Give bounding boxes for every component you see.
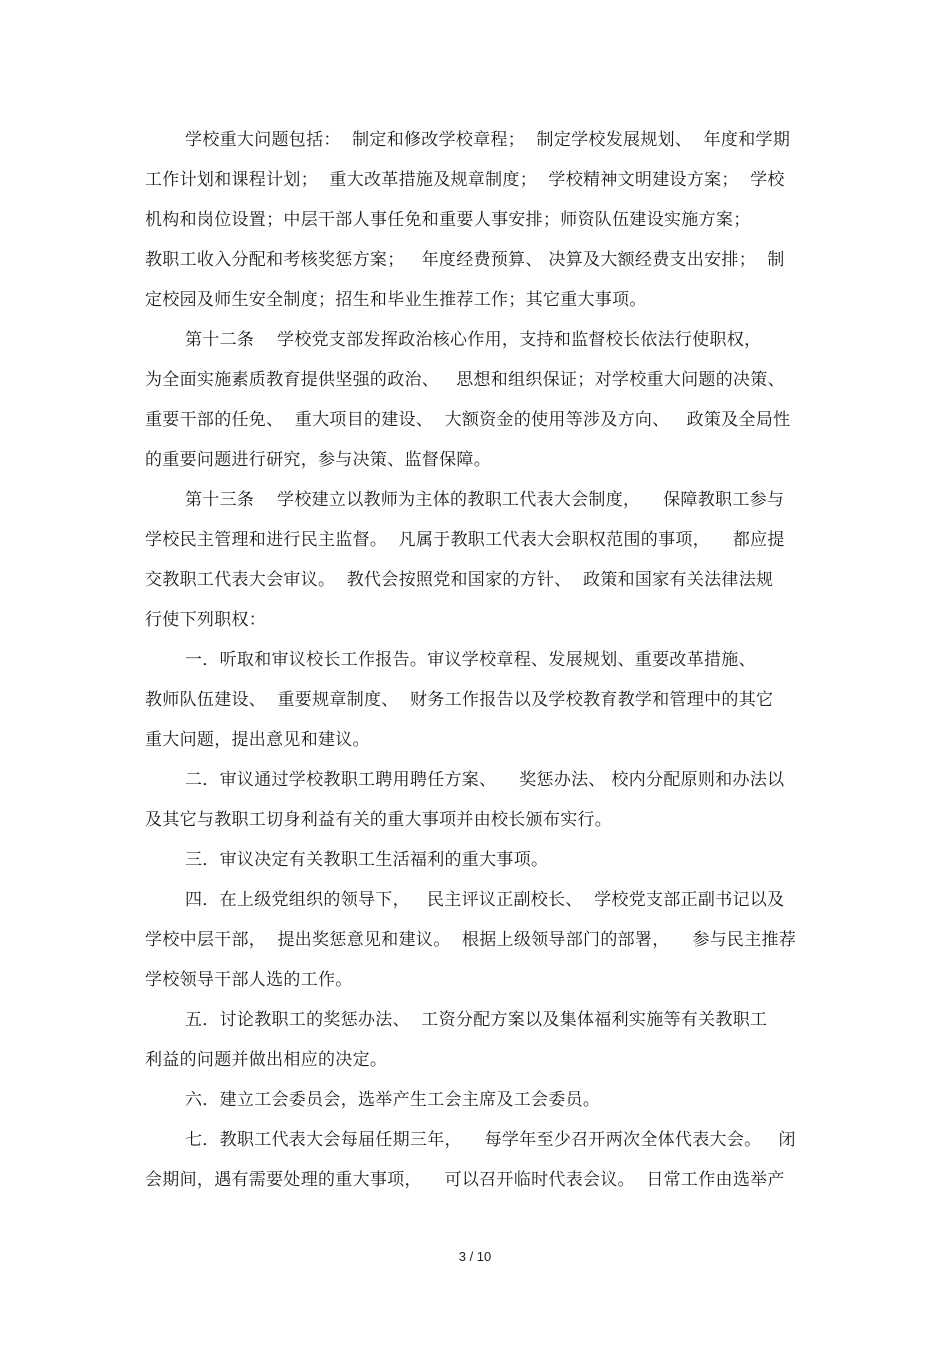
text-line: 七．教职工代表大会每届任期三年， 每学年至少召开两次全体代表大会。 闭 — [185, 1130, 796, 1150]
text-line: 及其它与教职工切身利益有关的重大事项并由校长颁布实行。 — [145, 810, 613, 830]
text-line: 六．建立工会委员会，选举产生工会主席及工会委员。 — [185, 1090, 601, 1110]
text-line: 机构和岗位设置；中层干部人事任免和重要人事安排；师资队伍建设实施方案； — [145, 210, 751, 230]
text-line: 的重要问题进行研究，参与决策、监督保障。 — [145, 450, 491, 470]
text-line: 利益的问题并做出相应的决定。 — [145, 1050, 388, 1070]
text-line: 五．讨论教职工的奖惩办法、 工资分配方案以及集体福利实施等有关教职工 — [185, 1010, 768, 1030]
text-line: 教职工收入分配和考核奖惩方案； 年度经费预算、 决算及大额经费支出安排； 制 — [145, 250, 785, 270]
text-line: 为全面实施素质教育提供坚强的政治、 思想和组织保证；对学校重大问题的决策、 — [145, 370, 785, 390]
page-number: 3 / 10 — [458, 1249, 492, 1264]
text-line: 学校重大问题包括： 制定和修改学校章程； 制定学校发展规划、 年度和学期 — [185, 130, 791, 150]
text-line: 教师队伍建设、 重要规章制度、 财务工作报告以及学校教育教学和管理中的其它 — [145, 690, 774, 710]
text-line: 三．审议决定有关教职工生活福利的重大事项。 — [185, 850, 549, 870]
text-line: 学校领导干部人选的工作。 — [145, 970, 353, 990]
text-line: 重大问题，提出意见和建议。 — [145, 730, 370, 750]
text-line: 定校园及师生安全制度；招生和毕业生推荐工作；其它重大事项。 — [145, 290, 647, 310]
text-line: 学校民主管理和进行民主监督。 凡属于教职工代表大会职权范围的事项， 都应提 — [145, 530, 785, 550]
text-line: 四．在上级党组织的领导下， 民主评议正副校长、 学校党支部正副书记以及 — [185, 890, 785, 910]
text-line: 行使下列职权： — [145, 610, 267, 630]
text-line: 一．听取和审议校长工作报告。审议学校章程、发展规划、重要改革措施、 — [185, 650, 756, 670]
text-line: 重要干部的任免、 重大项目的建设、 大额资金的使用等涉及方向、 政策及全局性 — [145, 410, 791, 430]
text-line: 工作计划和课程计划； 重大改革措施及规章制度； 学校精神文明建设方案； 学校 — [145, 170, 785, 190]
text-line: 会期间，遇有需要处理的重大事项， 可以召开临时代表会议。 日常工作由选举产 — [145, 1170, 785, 1190]
text-line: 学校中层干部， 提出奖惩意见和建议。 根据上级领导部门的部署， 参与民主推荐 — [145, 930, 797, 950]
text-line: 二．审议通过学校教职工聘用聘任方案、 奖惩办法、 校内分配原则和办法以 — [185, 770, 785, 790]
text-line: 第十二条 学校党支部发挥政治核心作用，支持和监督校长依法行使职权， — [185, 330, 762, 350]
text-line: 交教职工代表大会审议。 教代会按照党和国家的方针、 政策和国家有关法律法规 — [145, 570, 774, 590]
text-line: 第十三条 学校建立以教师为主体的教职工代表大会制度， 保障教职工参与 — [185, 490, 785, 510]
